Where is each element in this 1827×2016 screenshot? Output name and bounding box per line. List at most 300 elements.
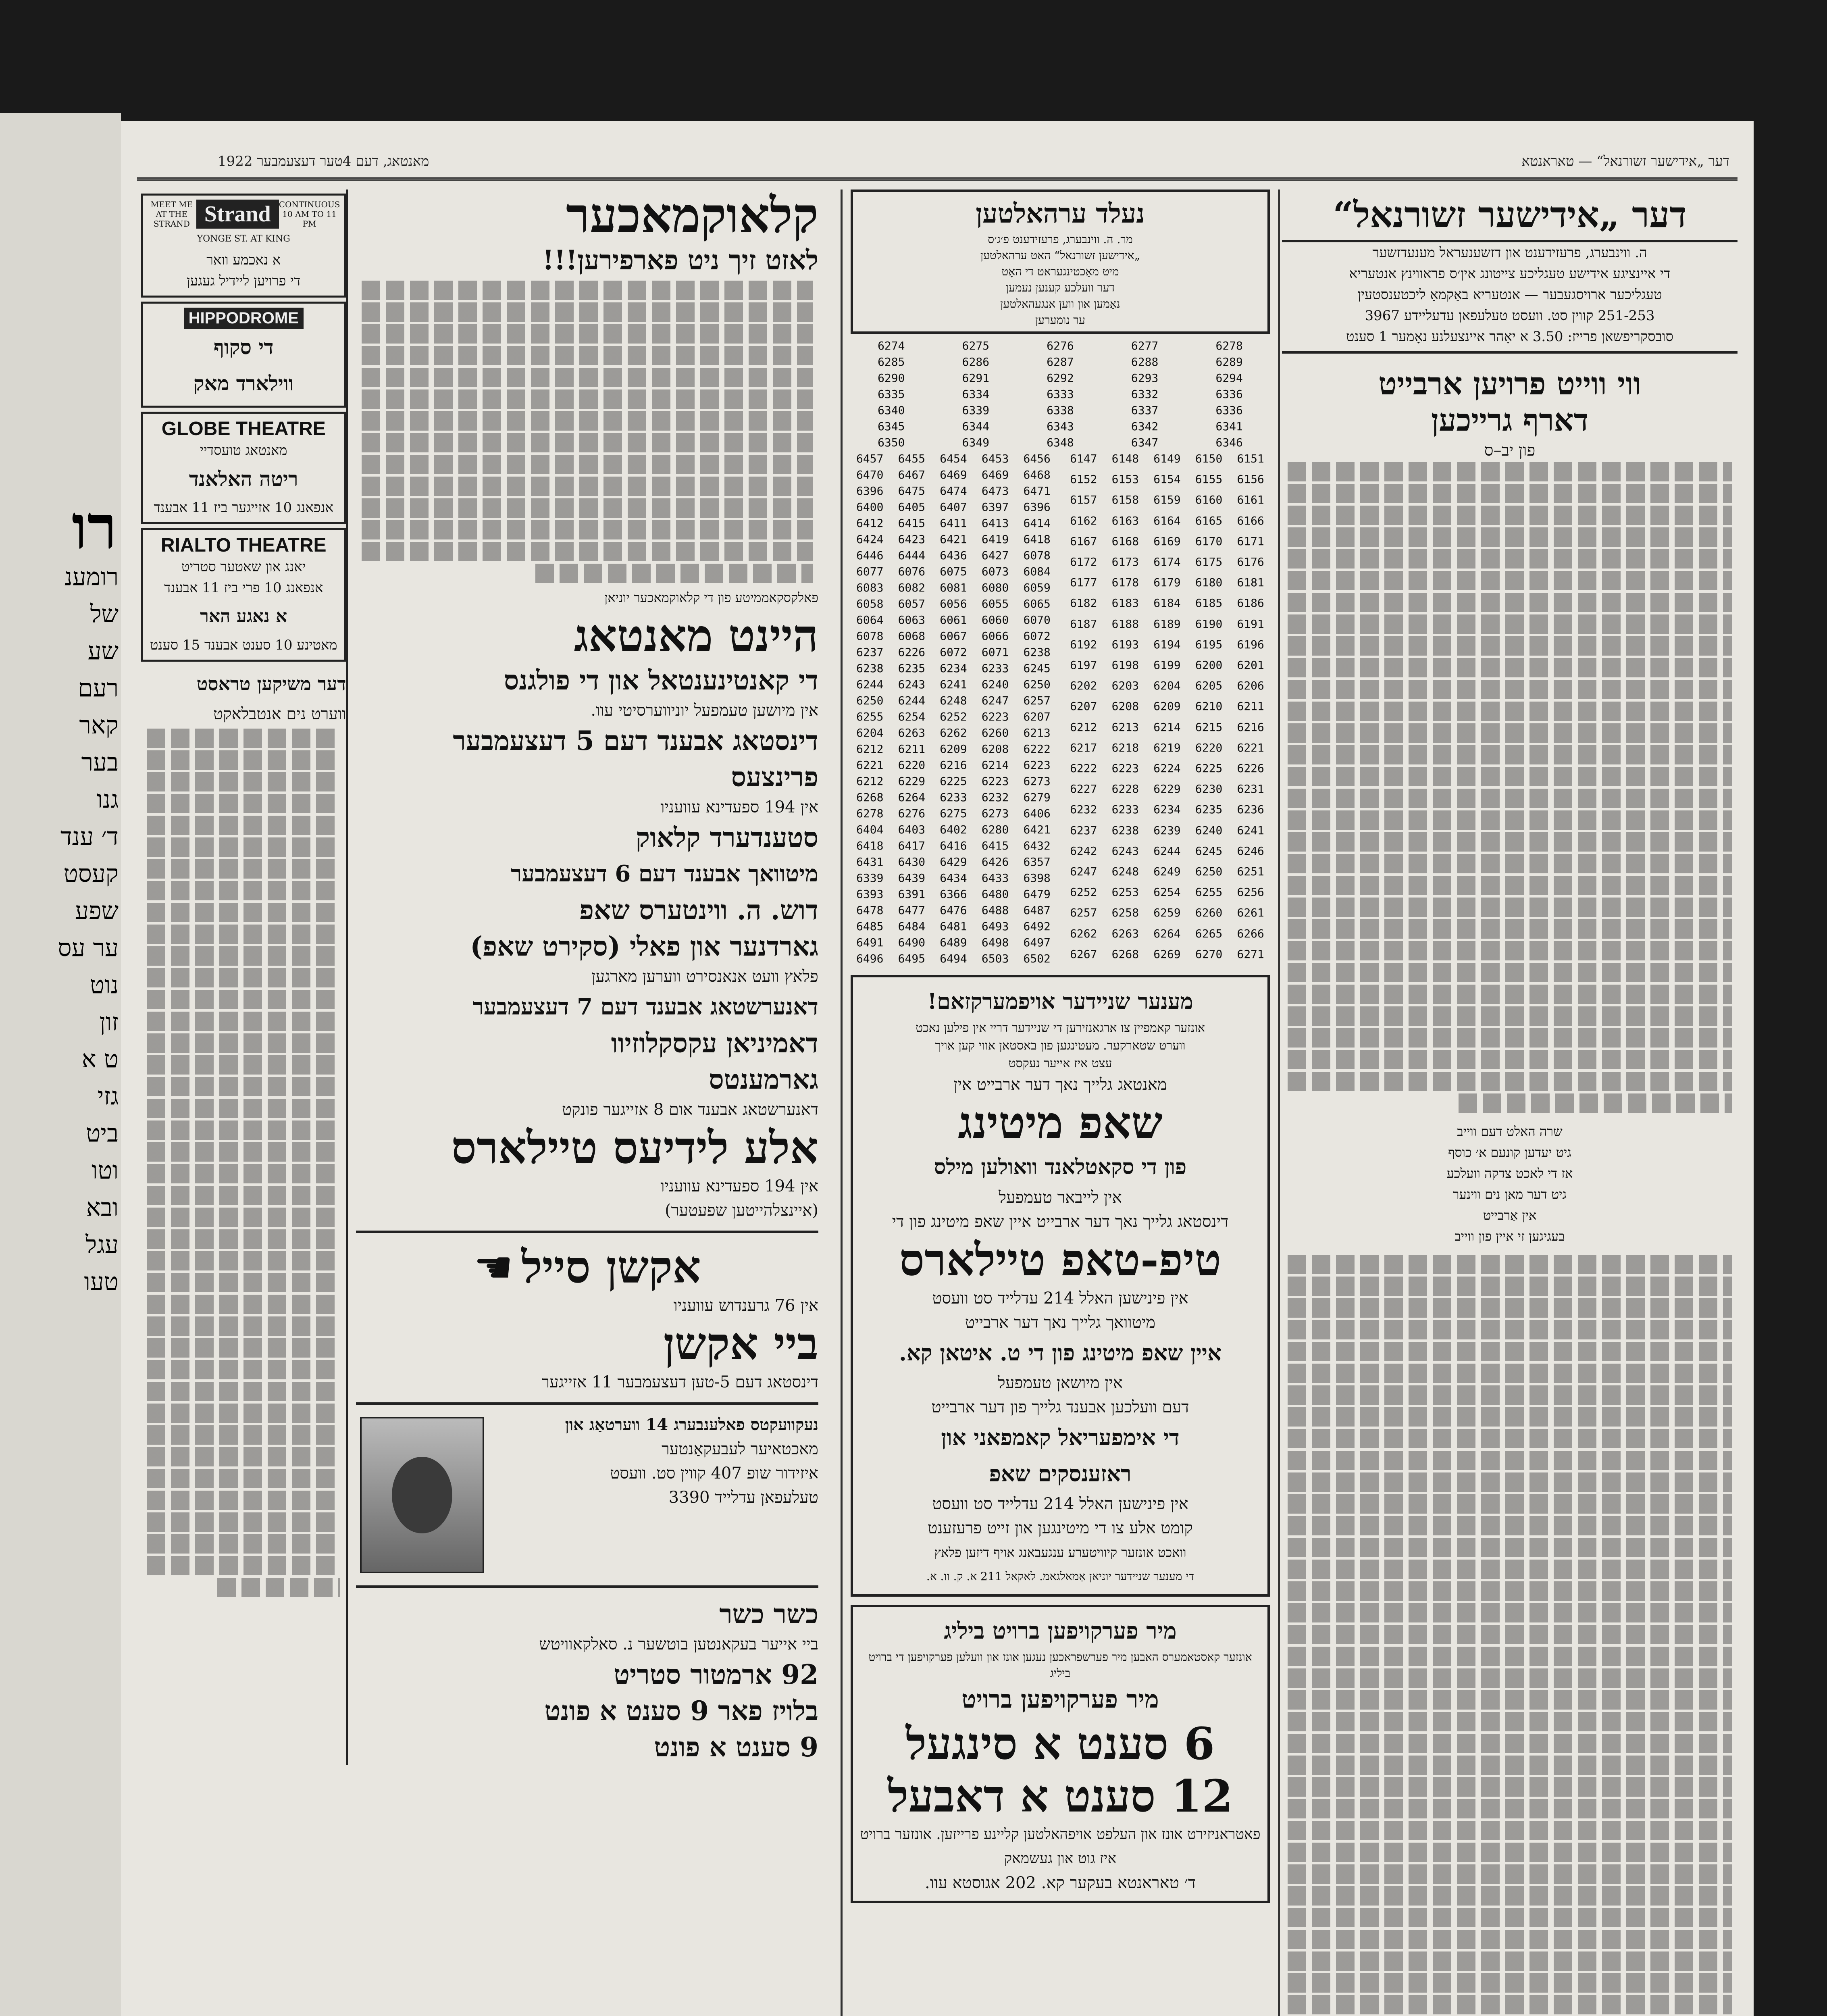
text-line <box>147 1120 340 1140</box>
article-body-2 <box>1282 1255 1738 2016</box>
receipt-number: 6277 <box>1131 339 1159 352</box>
text-line <box>362 324 813 344</box>
receipt-number: 6226 <box>898 646 926 659</box>
receipt-number: 6227 <box>1070 782 1097 796</box>
receipt-number: 6275 <box>962 339 990 352</box>
prev-page-line: בער <box>81 748 119 777</box>
receipt-number: 6294 <box>1215 371 1243 385</box>
prev-page-line: ביט <box>86 1119 119 1148</box>
text-line <box>147 925 340 944</box>
receipt-number: 6426 <box>981 855 1009 868</box>
text-line <box>362 346 813 365</box>
receipt-number: 6209 <box>940 742 967 756</box>
eaton-meeting: איין שאפ מיטינג פון די ט. איטאן קא. <box>899 1340 1221 1366</box>
receipt-number: 6405 <box>898 500 926 514</box>
receipt-number: 6413 <box>981 516 1009 530</box>
receipt-number: 6336 <box>1215 404 1243 417</box>
receipt-number: 6235 <box>898 662 926 675</box>
receipt-number: 6270 <box>1195 947 1223 961</box>
receipt-number: 6214 <box>981 758 1009 772</box>
article-poem <box>1282 1121 1738 1247</box>
tailors-monday: מאנטאג גלייך נאך דער ארבייט אין <box>953 1075 1167 1094</box>
text-line <box>147 1491 340 1510</box>
receipt-number: 6078 <box>856 629 884 643</box>
bread-price-single: 6 סענט א סינגעל <box>905 1718 1215 1770</box>
text-line <box>1288 810 1732 830</box>
receipt-number: 6256 <box>1237 885 1264 899</box>
text-line <box>147 750 340 770</box>
receipt-number: 6217 <box>1070 741 1097 754</box>
text-line <box>147 1273 340 1292</box>
text-line <box>1288 506 1732 525</box>
come-all-2: וואכט אונזער קיוויטערע ענגעבאנג אויף דיזען פלאץ <box>934 1545 1186 1560</box>
prev-page-headline: רו <box>71 492 117 563</box>
receipt-number: 6171 <box>1237 534 1264 548</box>
pointing-hand-icon: ☚ <box>473 1241 514 1293</box>
prev-page-line: קאר <box>79 711 119 739</box>
text-line <box>147 1316 340 1336</box>
masthead-info-line: ה. ווינבערג, פרעזידענט און דזשענעראל מענעדזשער <box>1372 245 1647 261</box>
receipt-number: 6286 <box>962 355 990 369</box>
number-list-right <box>1060 451 1274 967</box>
receipt-number: 6212 <box>856 742 884 756</box>
receipt-number: 6292 <box>1047 371 1074 385</box>
by-auction: ביי אקשן <box>663 1318 818 1370</box>
receipt-number: 6481 <box>940 920 967 933</box>
gardner-foley: גארדנער און פאלי (סקירט שאפ) <box>470 931 818 962</box>
receipt-number: 6247 <box>981 694 1009 707</box>
receipt-number: 6241 <box>940 678 967 691</box>
prev-page-line: שע <box>87 637 119 665</box>
prev-page-line: וטו <box>92 1156 119 1185</box>
receipt-number: 6254 <box>1153 885 1181 899</box>
misc-headline-2: ווערט נים אנטבלאקט <box>213 705 346 723</box>
receipt-number: 6262 <box>940 726 967 739</box>
receipt-number: 6228 <box>1111 782 1139 796</box>
text-line <box>1288 1843 1732 1862</box>
text-line <box>1288 636 1732 656</box>
text-line <box>1288 1886 1732 1906</box>
receipt-number: 6083 <box>856 581 884 594</box>
receipt-number: 6491 <box>856 936 884 949</box>
text-line <box>1288 702 1732 721</box>
text-line <box>147 729 340 748</box>
globe-line1: מאנטאג טועסדיי <box>200 442 287 458</box>
prev-page-line: ובא <box>86 1193 119 1222</box>
receipt-number: 6345 <box>878 420 905 433</box>
tuesday-evening: דינסטאג אבענד דעם 5 דעצעמבער <box>453 725 818 756</box>
strand-theatre-ad <box>141 194 346 298</box>
receipt-number: 6214 <box>1153 720 1181 734</box>
text-line <box>1288 1472 1732 1492</box>
receipt-number: 6473 <box>981 484 1009 498</box>
receipt-number: 6252 <box>940 710 967 723</box>
tailors-intro-line: אונזער קאמפיין צו ארגאנזירען די שניידער דריי אין פילען נאכט <box>915 1021 1205 1035</box>
receipt-number: 6174 <box>1153 555 1181 569</box>
receipt-number: 6400 <box>856 500 884 514</box>
receipt-number: 6348 <box>1047 436 1074 449</box>
receipt-number: 6246 <box>1237 844 1264 858</box>
receipt-number: 6271 <box>1237 947 1264 961</box>
prev-page-line: גזי <box>97 1082 119 1110</box>
receipt-number: 6495 <box>898 952 926 965</box>
text-line <box>1288 789 1732 808</box>
receipt-number: 6344 <box>962 420 990 433</box>
previous-page-strip <box>0 113 121 2016</box>
receipt-number: 6209 <box>1153 700 1181 713</box>
receipt-number: 6336 <box>1215 387 1243 401</box>
receipt-number: 6225 <box>940 775 967 788</box>
text-line <box>362 477 813 496</box>
receipt-number: 6216 <box>940 758 967 772</box>
receipt-number: 6232 <box>981 791 1009 804</box>
receipt-number: 6168 <box>1111 534 1139 548</box>
receipt-number: 6165 <box>1195 514 1223 527</box>
text-line <box>1288 854 1732 873</box>
receipt-number: 6257 <box>1023 694 1051 707</box>
receipt-number: 6084 <box>1023 565 1051 578</box>
receipt-number: 6340 <box>878 404 905 417</box>
receipt-number: 6240 <box>981 678 1009 691</box>
receipt-number: 6213 <box>1111 720 1139 734</box>
receipt-number: 6431 <box>856 855 884 868</box>
receipt-number: 6287 <box>1047 355 1074 369</box>
receipt-number: 6244 <box>1153 844 1181 858</box>
strand-line1: א נאכמע וואר <box>206 252 281 268</box>
receipt-number: 6194 <box>1153 637 1181 651</box>
receipt-number: 6077 <box>856 565 884 578</box>
masthead-info <box>1282 242 1738 347</box>
text-line <box>1288 1647 1732 1666</box>
cloakmakers-body <box>356 281 818 583</box>
receipt-number: 6176 <box>1237 555 1264 569</box>
text-line <box>147 1295 340 1314</box>
text-line <box>1288 1864 1732 1884</box>
receipt-number: 6427 <box>981 549 1009 562</box>
receipt-number: 6070 <box>1023 613 1051 627</box>
receipt-number: 6222 <box>1023 742 1051 756</box>
receipt-number: 6496 <box>856 952 884 965</box>
receipt-number: 6248 <box>940 694 967 707</box>
text-line <box>1288 1342 1732 1361</box>
receipt-number: 6207 <box>1070 700 1097 713</box>
text-line <box>1288 963 1732 982</box>
receipt-number: 6241 <box>1237 823 1264 837</box>
money-received-box <box>851 190 1270 334</box>
text-line <box>147 794 340 813</box>
tailors-union-ad <box>851 975 1270 1597</box>
receipt-number: 6230 <box>1195 782 1223 796</box>
receipt-number: 6225 <box>1195 761 1223 775</box>
text-line <box>147 1404 340 1423</box>
receipt-number: 6175 <box>1195 555 1223 569</box>
receipt-number: 6260 <box>981 726 1009 739</box>
receipt-number: 6268 <box>1111 947 1139 961</box>
receipt-number: 6280 <box>981 823 1009 836</box>
receipt-number: 6338 <box>1047 404 1074 417</box>
receipt-number: 6467 <box>898 468 926 481</box>
prev-page-line: ער עס <box>58 934 119 962</box>
all-ladies-tailors: אלע לידיעס טיילארס <box>451 1122 818 1174</box>
receipt-number: 6414 <box>1023 516 1051 530</box>
receipt-number: 6161 <box>1237 493 1264 507</box>
receipt-number: 6166 <box>1237 514 1264 527</box>
receipt-number: 6278 <box>1215 339 1243 352</box>
receipt-number: 6289 <box>1215 355 1243 369</box>
text-line <box>1288 484 1732 503</box>
receipt-number: 6204 <box>856 726 884 739</box>
receipt-number: 6469 <box>940 468 967 481</box>
cloakmakers-signature: פאלקסקאממיטע פון די קלאוקמאכער יוניאן <box>604 590 818 605</box>
receipt-number: 6212 <box>1070 720 1097 734</box>
text-line <box>147 1425 340 1445</box>
receipt-number: 6150 <box>1195 452 1223 465</box>
receipt-number: 6350 <box>878 436 905 449</box>
text-line <box>1288 1028 1732 1048</box>
text-line <box>147 1534 340 1554</box>
receipt-number: 6208 <box>1111 700 1139 713</box>
receipt-number: 6239 <box>1153 823 1181 837</box>
prev-page-line: רעם <box>78 674 119 702</box>
receipt-number: 6494 <box>940 952 967 965</box>
text-line <box>147 881 340 900</box>
film-edge <box>1754 0 1827 2016</box>
masthead-info-line: טעגליכער ארויסגעבער — אנטעריא באַקמאַ ליכטענסטעין <box>1357 287 1662 303</box>
text-line <box>1288 985 1732 1004</box>
receipt-number: 6245 <box>1023 662 1051 675</box>
poem-line: אין אַרבייט <box>1483 1208 1537 1223</box>
text-line <box>1288 1006 1732 1026</box>
tailors-intro <box>859 1019 1262 1073</box>
receipt-number: 6498 <box>981 936 1009 949</box>
text-line <box>1288 1072 1732 1091</box>
tip-top-tailors: טיפ-טאפ טיילארס <box>899 1234 1221 1286</box>
receipt-number: 6199 <box>1153 658 1181 672</box>
poem-line: גיט יעדען קונעם א׳ כוסף <box>1448 1145 1572 1160</box>
receipt-number: 6160 <box>1195 493 1223 507</box>
receipt-number: 6075 <box>940 565 967 578</box>
money-received-line: מיט מאַכטינגעראט די האָט <box>1001 265 1119 278</box>
text-line <box>1288 1581 1732 1601</box>
receipt-number: 6265 <box>1195 927 1223 940</box>
text-line <box>147 1012 340 1031</box>
text-line <box>217 1578 340 1597</box>
rabbi-headline: נעקוועקטס פאלענבערג 14 ווערטאַג און <box>565 1415 818 1434</box>
text-line <box>147 946 340 966</box>
prev-page-line: ט א <box>81 1045 119 1073</box>
receipt-number: 6250 <box>1023 678 1051 691</box>
continental: די קאנטינענטאל און די פולגנס <box>504 664 818 696</box>
receipt-number: 6492 <box>1023 920 1051 933</box>
text-line <box>1288 1407 1732 1427</box>
receipt-number: 6064 <box>856 613 884 627</box>
receipt-number: 6275 <box>940 807 967 820</box>
receipt-number: 6187 <box>1070 617 1097 631</box>
receipt-number: 6261 <box>1237 906 1264 920</box>
text-line <box>362 455 813 474</box>
receipt-number: 6056 <box>940 597 967 610</box>
receipt-number: 6243 <box>898 678 926 691</box>
receipt-number: 6072 <box>1023 629 1051 643</box>
text-line <box>1459 1093 1732 1113</box>
prev-page-line: שפע <box>75 897 119 925</box>
receipt-number: 6266 <box>1237 927 1264 940</box>
thursday-8pm: דאנערשטאג אבענד אום 8 אזייגער פונקט <box>562 1100 818 1119</box>
receipt-number: 6262 <box>1070 927 1097 940</box>
receipt-number: 6402 <box>940 823 967 836</box>
text-line <box>362 281 813 300</box>
receipt-number: 6446 <box>856 549 884 562</box>
text-line <box>1288 1734 1732 1753</box>
receipt-number: 6396 <box>1023 500 1051 514</box>
receipt-number: 6235 <box>1195 803 1223 816</box>
text-line <box>1288 571 1732 590</box>
text-line <box>147 1055 340 1075</box>
receipt-number: 6224 <box>1153 761 1181 775</box>
receipt-number: 6412 <box>856 516 884 530</box>
receipt-number: 6080 <box>981 581 1009 594</box>
receipt-number: 6192 <box>1070 637 1097 651</box>
text-line <box>147 1447 340 1466</box>
receipt-number: 6278 <box>856 807 884 820</box>
receipt-number: 6269 <box>1153 947 1181 961</box>
text-line <box>1288 1603 1732 1622</box>
receipt-number: 6398 <box>1023 871 1051 885</box>
receipt-number: 6404 <box>856 823 884 836</box>
text-line <box>1288 876 1732 895</box>
come-all: קומט אלע צו די מיטינגען און זייט פרעזענט <box>928 1519 1193 1537</box>
text-line <box>1288 1712 1732 1731</box>
misc-article-body <box>141 729 346 1597</box>
text-line <box>1288 680 1732 699</box>
receipt-number: 6418 <box>1023 533 1051 546</box>
receipt-number: 6243 <box>1111 844 1139 858</box>
receipt-number: 6244 <box>856 678 884 691</box>
dominion-exclusive: דאמיניאן עקסקלוזיוו <box>611 1027 818 1059</box>
rabbi-sub: מאכטאיער לעבעקאַנטער <box>661 1440 818 1458</box>
receipt-number: 6276 <box>898 807 926 820</box>
text-line <box>147 1360 340 1379</box>
receipt-number: 6439 <box>898 871 926 885</box>
receipt-number: 6154 <box>1153 473 1181 486</box>
receipt-number: 6253 <box>1111 885 1139 899</box>
receipt-number: 6172 <box>1070 555 1097 569</box>
text-line <box>147 1469 340 1488</box>
text-line <box>147 968 340 987</box>
receipt-number: 6393 <box>856 887 884 901</box>
receipt-number: 6407 <box>940 500 967 514</box>
rialto-theatre-ad <box>141 528 346 662</box>
receipt-number: 6190 <box>1195 617 1223 631</box>
receipt-number: 6335 <box>878 387 905 401</box>
receipt-number: 6215 <box>1195 720 1223 734</box>
receipt-number: 6403 <box>898 823 926 836</box>
receipt-number: 6421 <box>1023 823 1051 836</box>
receipt-number: 6208 <box>981 742 1009 756</box>
receipt-number: 6264 <box>1153 927 1181 940</box>
cloakmakers-sub: לאזט זיך ניט פארפירען!!! <box>542 244 818 276</box>
receipt-number: 6454 <box>940 452 967 465</box>
receipt-number: 6240 <box>1195 823 1223 837</box>
receipt-number: 6339 <box>962 404 990 417</box>
thursday-evening: דאנערשטאג אבענד דעם 7 דעצעמבער <box>472 993 818 1020</box>
tip-top-place: אין פינישען האלל 214 עדלייד סט וועסט <box>932 1289 1188 1308</box>
receipt-number: 6184 <box>1153 596 1181 610</box>
winters-shop: דוש. ה. ווינטערס שאפ <box>579 894 818 926</box>
standard-cloak: סטענדערד קלאוק <box>635 822 818 853</box>
receipt-number: 6071 <box>981 646 1009 659</box>
bread-ad <box>851 1605 1270 1903</box>
receipt-number: 6202 <box>1070 679 1097 693</box>
receipt-number: 6416 <box>940 839 967 852</box>
number-list-top <box>847 338 1274 451</box>
text-line <box>147 1186 340 1205</box>
receipt-number: 6423 <box>898 533 926 546</box>
receipt-number: 6066 <box>981 629 1009 643</box>
receipt-number: 6219 <box>1153 741 1181 754</box>
page-header <box>137 137 1738 181</box>
receipt-number: 6484 <box>898 920 926 933</box>
receipt-number: 6503 <box>981 952 1009 965</box>
text-line <box>1288 1668 1732 1688</box>
place-tba: פלאץ וועט אנאנסירט ווערען מארגען <box>591 967 818 986</box>
receipt-number: 6252 <box>1070 885 1097 899</box>
text-line <box>1288 941 1732 960</box>
receipt-number: 6285 <box>878 355 905 369</box>
rialto-line3: א נאגע האר <box>200 606 287 627</box>
receipt-number: 6223 <box>1111 761 1139 775</box>
money-received-info <box>856 231 1264 328</box>
bread-footer: פאטראניזירט אונז און העלפט אויפהאלטען קליינע פרייזען. אונזער ברויט איז גוט און געשמאק <box>860 1826 1261 1867</box>
receipt-number: 6255 <box>856 710 884 723</box>
receipt-number: 6149 <box>1153 452 1181 465</box>
receipt-number: 6179 <box>1153 576 1181 589</box>
receipt-number: 6200 <box>1195 658 1223 672</box>
princess: פרינצעס <box>731 761 818 793</box>
receipt-number: 6206 <box>1237 679 1264 693</box>
receipt-number: 6210 <box>1195 700 1223 713</box>
receipt-number: 6220 <box>898 758 926 772</box>
rialto-line2: אנפאנג 10 פרי ביז 11 אבענד <box>164 580 323 596</box>
receipt-number: 6058 <box>856 597 884 610</box>
receipt-number: 6203 <box>1111 679 1139 693</box>
text-line <box>1288 1516 1732 1535</box>
receipt-number: 6185 <box>1195 596 1223 610</box>
receipt-number: 6193 <box>1111 637 1139 651</box>
receipt-number: 6396 <box>856 484 884 498</box>
rabbi-notice <box>488 1413 818 1577</box>
receipt-number: 6453 <box>981 452 1009 465</box>
receipt-number: 6474 <box>940 484 967 498</box>
text-line <box>1288 832 1732 852</box>
receipt-number: 6238 <box>1023 646 1051 659</box>
text-line <box>147 1251 340 1270</box>
rabbi-telephone: טעלעפאן עדלייד 3390 <box>668 1488 818 1507</box>
receipt-number: 6258 <box>1111 906 1139 920</box>
text-line <box>147 1099 340 1118</box>
text-line <box>147 837 340 857</box>
text-line <box>147 1077 340 1096</box>
prev-page-text <box>0 563 121 1305</box>
receipt-number: 6430 <box>898 855 926 868</box>
receipt-number: 6397 <box>981 500 1009 514</box>
text-line <box>1288 1538 1732 1557</box>
receipt-number: 6196 <box>1237 637 1264 651</box>
receipt-number: 6158 <box>1111 493 1139 507</box>
receipt-number: 6182 <box>1070 596 1097 610</box>
receipt-number: 6067 <box>940 629 967 643</box>
receipt-number: 6341 <box>1215 420 1243 433</box>
